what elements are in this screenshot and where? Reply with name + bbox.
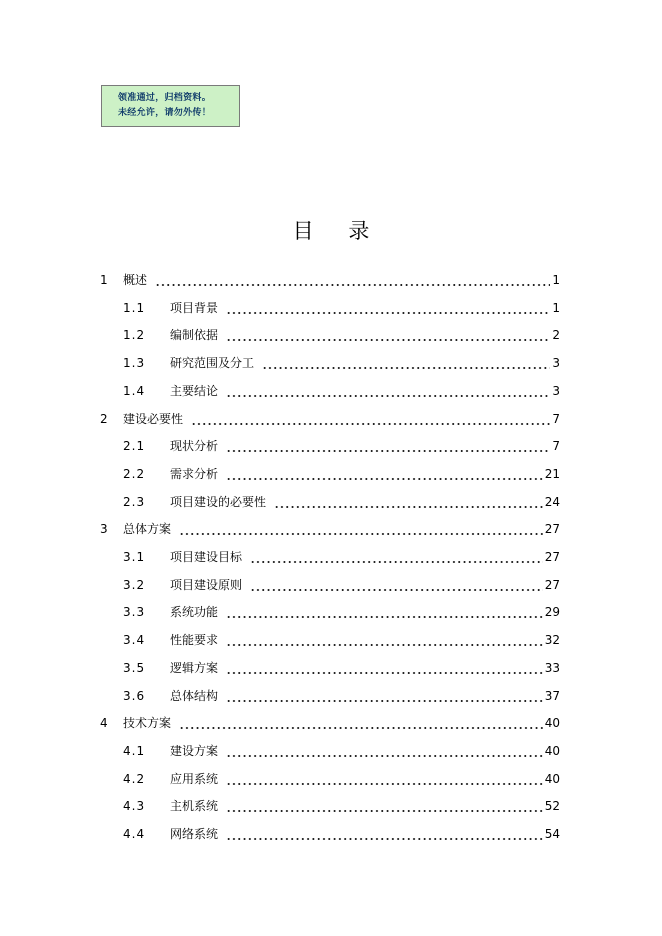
toc-entry-title: 性能要求 — [170, 633, 219, 648]
toc-leader-dots — [250, 571, 543, 599]
toc-entry-title: 概述 — [123, 273, 148, 287]
toc-leader-dots — [226, 737, 543, 765]
toc-entry-number: 1.3 — [123, 356, 146, 371]
toc-entry-title: 编制依据 — [170, 328, 219, 343]
toc-entry[interactable] — [0, 377, 662, 405]
toc-entry-page: 40 — [544, 743, 560, 758]
toc-entry[interactable] — [0, 598, 662, 626]
toc-leader-dots — [179, 709, 543, 737]
toc-entry-title: 总体结构 — [170, 688, 219, 703]
toc-entry-number: 3.2 — [123, 577, 146, 592]
toc-entry[interactable] — [0, 682, 662, 710]
toc-leader-dots — [262, 349, 550, 377]
toc-entry[interactable] — [0, 765, 662, 793]
toc-entry[interactable] — [0, 792, 662, 820]
toc-leader-dots — [226, 294, 550, 322]
toc-entry-number: 1.1 — [123, 300, 146, 315]
stamp-line-2: 未经允许，请勿外传！ — [118, 108, 212, 118]
toc-entry-page: 27 — [544, 522, 560, 537]
toc-leader-dots — [226, 321, 550, 349]
toc-entry-number: 4.2 — [123, 771, 146, 786]
stamp-line-1: 领准通过，归档资料。 — [118, 93, 212, 103]
toc-entry-title: 建设方案 — [170, 743, 219, 758]
toc-entry-title: 应用系统 — [170, 771, 219, 786]
toc-leader-dots — [250, 543, 543, 571]
toc-leader-dots — [226, 820, 543, 848]
toc-entry[interactable] — [0, 349, 662, 377]
toc-leader-dots — [226, 598, 543, 626]
toc-entry[interactable] — [0, 626, 662, 654]
toc-entry-number: 4.1 — [123, 743, 146, 758]
toc-leader-dots — [226, 626, 543, 654]
toc-entry-title: 总体方案 — [123, 522, 172, 537]
toc-entry[interactable] — [0, 432, 662, 460]
toc-leader-dots — [226, 432, 550, 460]
toc-leader-dots — [226, 792, 543, 820]
toc-entry-title: 需求分析 — [170, 466, 219, 481]
toc-entry-number: 1.4 — [123, 383, 146, 398]
approval-stamp — [101, 85, 240, 127]
toc-entry-title: 网络系统 — [170, 827, 219, 841]
toc-entry-title: 现状分析 — [170, 439, 219, 454]
toc-entry[interactable] — [0, 321, 662, 349]
toc-entry-page: 24 — [544, 494, 560, 509]
toc-entry-page: 3 — [552, 356, 560, 371]
toc-entry-page: 21 — [544, 466, 560, 481]
toc-entry-number: 3.5 — [123, 660, 146, 675]
toc-leader-dots — [226, 377, 550, 405]
toc-entry-page: 29 — [544, 605, 560, 620]
toc-entry-page: 33 — [544, 660, 560, 675]
toc-entry-number: 4 — [100, 716, 109, 731]
toc-entry[interactable] — [0, 515, 662, 543]
toc-leader-dots — [191, 405, 550, 433]
toc-leader-dots — [226, 654, 543, 682]
toc-entry-number: 3.1 — [123, 550, 146, 564]
toc-entry-page: 54 — [544, 827, 560, 841]
toc-entry-page: 32 — [544, 633, 560, 648]
toc-entry-page: 1 — [552, 273, 560, 287]
toc-entry-number: 1 — [100, 273, 109, 287]
toc-leader-dots — [155, 266, 550, 294]
toc-entry[interactable] — [0, 654, 662, 682]
toc-entry[interactable] — [0, 543, 662, 571]
toc-entry[interactable] — [0, 571, 662, 599]
toc-entry[interactable] — [0, 709, 662, 737]
toc-entry[interactable] — [0, 266, 662, 294]
toc-entry-page: 3 — [552, 383, 560, 398]
toc-leader-dots — [226, 765, 543, 793]
toc-entry-number: 3.6 — [123, 688, 146, 703]
toc-entry-page: 7 — [552, 439, 560, 454]
toc-entry-title: 建设必要性 — [123, 411, 184, 426]
toc-entry-page: 40 — [544, 716, 560, 731]
toc-entry-number: 2 — [100, 411, 109, 426]
toc-entry-number: 4.3 — [123, 799, 146, 814]
toc-entry-number: 2.3 — [123, 494, 146, 509]
toc-entry-title: 主机系统 — [170, 799, 219, 814]
toc-entry[interactable] — [0, 737, 662, 765]
toc-entry-number: 3.4 — [123, 633, 146, 648]
toc-entry-page: 40 — [544, 771, 560, 786]
toc-title: 目 录 — [292, 219, 384, 243]
toc-entry-number: 2.2 — [123, 466, 146, 481]
toc-entry[interactable] — [0, 820, 662, 848]
toc-leader-dots — [179, 515, 543, 543]
toc-entry-page: 2 — [552, 328, 560, 343]
toc-entry-title: 项目背景 — [170, 300, 219, 315]
toc-entry-title: 项目建设的必要性 — [170, 494, 267, 509]
toc-leader-dots — [226, 682, 543, 710]
toc-entry[interactable] — [0, 488, 662, 516]
toc-entry-title: 主要结论 — [170, 383, 219, 398]
toc-entry-title: 研究范围及分工 — [170, 356, 255, 371]
toc-entry-number: 1.2 — [123, 328, 146, 343]
toc-entry-page: 52 — [544, 799, 560, 814]
toc-entry-number: 3 — [100, 522, 109, 537]
toc-entry-title: 逻辑方案 — [170, 660, 219, 675]
toc-entry-number: 4.4 — [123, 827, 146, 841]
toc-leader-dots — [226, 460, 543, 488]
toc-entry-title: 系统功能 — [170, 605, 219, 620]
toc-entry-title: 项目建设原则 — [170, 577, 243, 592]
toc-entry-title: 技术方案 — [123, 716, 172, 731]
toc-leader-dots — [274, 488, 543, 516]
toc-entry-page: 27 — [544, 577, 560, 592]
toc-entry[interactable] — [0, 460, 662, 488]
toc-entry-page: 37 — [544, 688, 560, 703]
toc-entry[interactable] — [0, 294, 662, 322]
toc-entry-title: 项目建设目标 — [170, 550, 243, 564]
toc-entry-page: 1 — [552, 300, 560, 315]
toc-entry-page: 27 — [544, 550, 560, 564]
toc-entry[interactable] — [0, 405, 662, 433]
toc-entry-number: 2.1 — [123, 439, 146, 454]
toc-entry-page: 7 — [552, 411, 560, 426]
toc-entry-number: 3.3 — [123, 605, 146, 620]
